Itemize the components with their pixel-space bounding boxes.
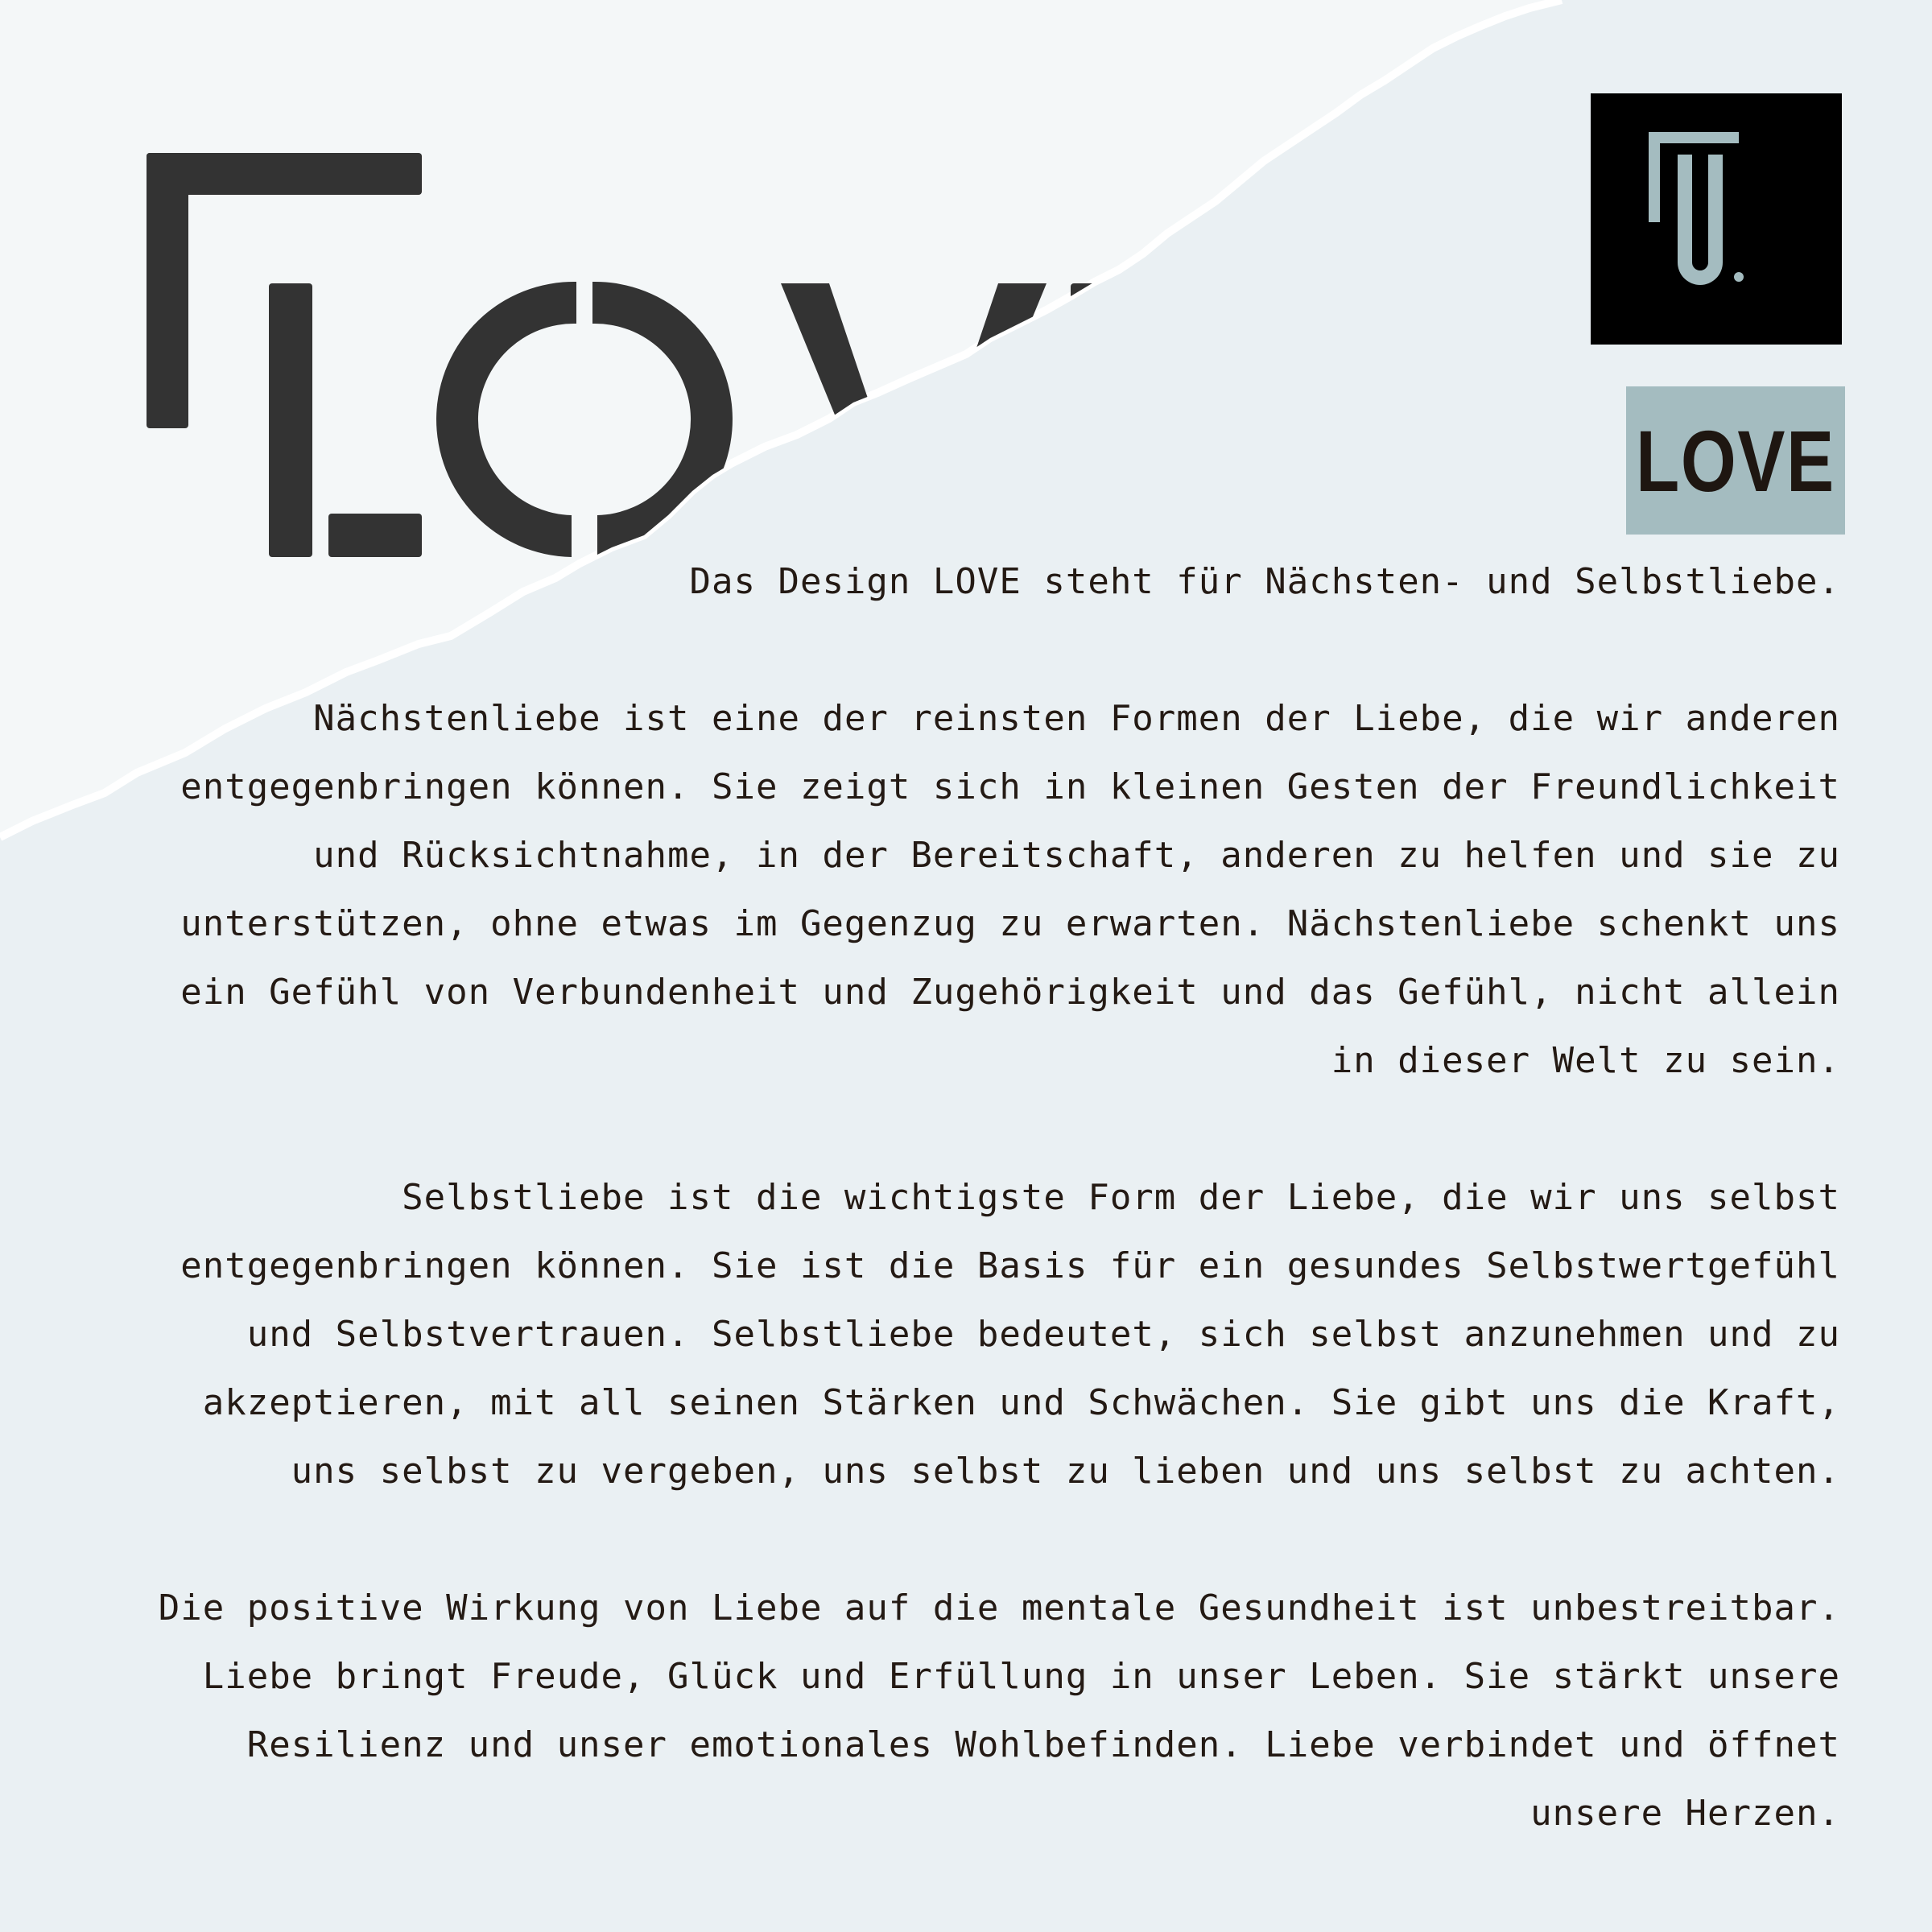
letter-o-right: [592, 282, 733, 557]
letter-v-left: [781, 283, 886, 499]
paragraph-wirkung: Die positive Wirkung von Liebe auf die mentale Gesundheit ist unbestreitbar. Liebe bringt Freude, Glück und Erfüllung in unser Leben. Sie stärkt unsere Resilienz und unser emotionales Wohlbefinden. Liebe verbindet und öffnet unsere Herzen.: [158, 1587, 1840, 1834]
bracket-left: [147, 153, 188, 428]
description-text: [145, 547, 1840, 1847]
letter-o-left: [436, 282, 576, 557]
paragraph-selbstliebe: Selbstliebe ist die wichtigste Form der Liebe, die wir uns selbst entgegenbringen können. Sie ist die Basis für ein gesundes Selbstwertgefühl und Selbstvertrauen. Selbstliebe bedeutet, sich selbst anzunehmen und zu akzeptieren, mit all seinen Stärken und Schwächen. Sie gibt uns die Kraft, uns selbst zu vergeben, uns selbst zu lieben und uns selbst zu achten.: [180, 1177, 1840, 1492]
love-tag-label: LOVE: [1636, 411, 1835, 510]
letter-l-stem: [269, 283, 312, 557]
intro-text: Das Design LOVE steht für Nächsten- und Selbstliebe.: [689, 561, 1840, 602]
u-logo-icon: [1591, 93, 1842, 345]
letter-v-right: [942, 283, 1046, 499]
brand-logo: [1591, 93, 1842, 345]
letter-e-top: [1071, 283, 1199, 325]
paragraph-naechstenliebe: Nächstenliebe ist eine der reinsten Formen der Liebe, die wir anderen entgegenbringen können. Sie zeigt sich in kleinen Gesten der Freundlichkeit und Rücksichtnahme, in der Bereitschaft, anderen zu helfen und sie zu unterstützen, ohne etwas im Gegenzug zu erwarten. Nächstenliebe schenkt uns ein Gefühl von Verbundenheit und Zugehörigkeit und das Gefühl, nicht allein in dieser Welt zu sein.: [180, 698, 1840, 1081]
